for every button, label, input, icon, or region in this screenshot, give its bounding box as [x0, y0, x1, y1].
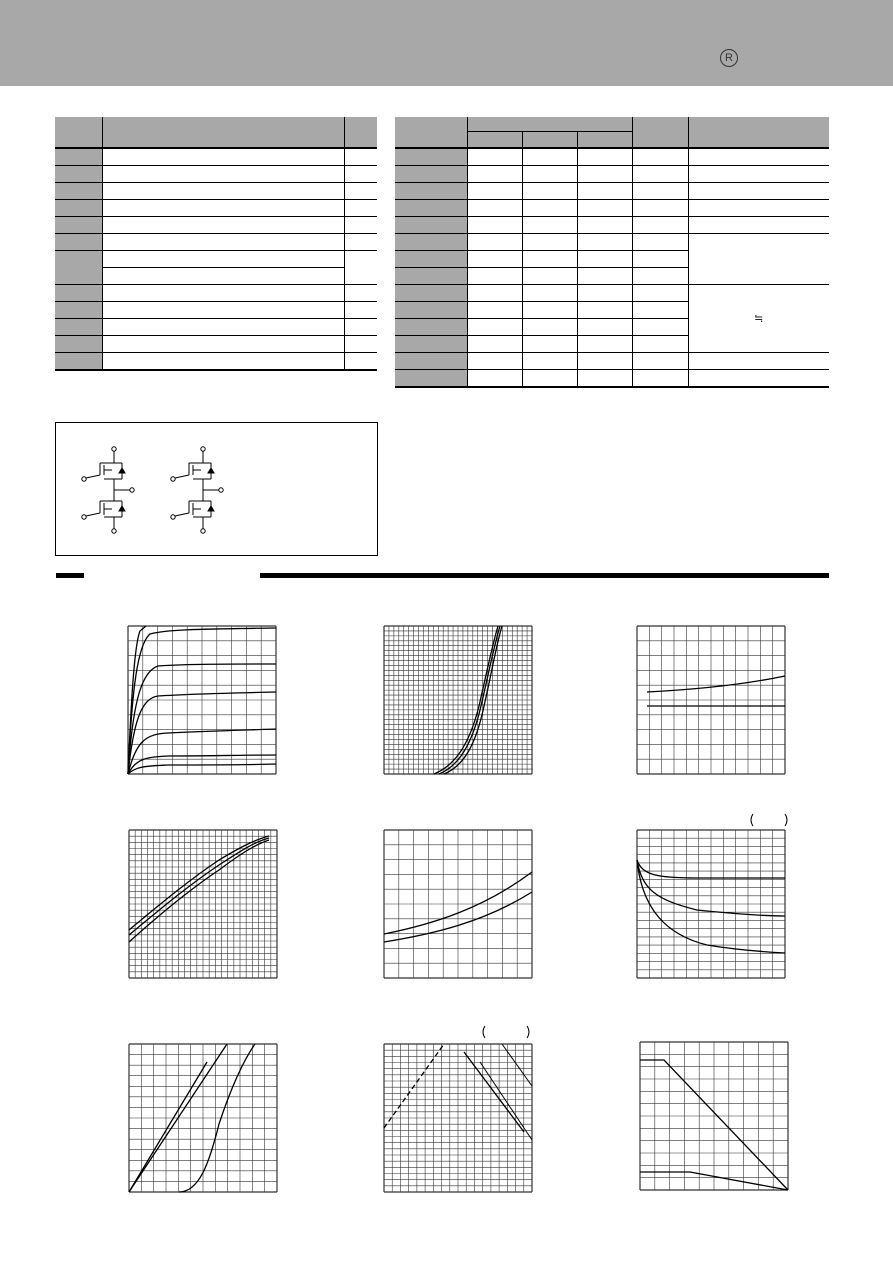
chart-7: [129, 1044, 277, 1192]
chart-grid: [640, 1042, 788, 1190]
chart-2: [384, 626, 532, 774]
chart-curves: [129, 836, 269, 942]
chart-9: [640, 1042, 788, 1190]
section-rule-short: [56, 573, 84, 578]
registered-mark: R: [720, 49, 738, 67]
chart-6-plot: [637, 830, 785, 978]
table-row: [55, 166, 377, 183]
chart-grid: [129, 830, 277, 978]
bracket-mark: [480, 1024, 532, 1040]
table-row: [395, 234, 829, 251]
chart-9-plot: [640, 1042, 788, 1190]
chart-5: [384, 830, 532, 978]
chart-grid: [384, 1044, 532, 1192]
table-row: [395, 217, 829, 234]
table-row: [55, 251, 377, 268]
mosfet-pair-left: [82, 447, 134, 533]
chart-1: [128, 626, 276, 774]
chart-grid: [637, 626, 785, 774]
ratings-table: [55, 117, 377, 371]
chart-8: [384, 1044, 532, 1192]
bracket-mark: [748, 812, 790, 828]
chart-4: [129, 830, 277, 978]
table-row: [55, 234, 377, 251]
chart-curves: [647, 676, 785, 706]
table-row: [395, 200, 829, 217]
table-row: [55, 200, 377, 217]
table-row: [55, 285, 377, 302]
chart-7-plot: [129, 1044, 277, 1192]
characteristics-table: [395, 117, 829, 388]
section-rule-long: [260, 573, 829, 578]
chart-2-plot: [384, 626, 532, 774]
header-bar: [0, 0, 893, 86]
chart-3: [637, 626, 785, 774]
mosfet-pair-right: [171, 447, 223, 533]
chart-3-plot: [637, 626, 785, 774]
chart-1-plot: [128, 626, 276, 774]
table-row: [55, 183, 377, 200]
table-row: [395, 166, 829, 183]
table-row: [395, 183, 829, 200]
circuit-diagram-box: [55, 422, 378, 556]
table-row: [55, 148, 377, 166]
chart-8-plot: [384, 1044, 532, 1192]
table-row: [55, 336, 377, 353]
chart-grid: [637, 830, 785, 978]
table-header-row: [395, 117, 829, 132]
table-row: [55, 353, 377, 371]
chart-6: [637, 830, 785, 978]
approx-symbol: ≒: [688, 285, 829, 353]
table-row: [55, 319, 377, 336]
chart-4-plot: [129, 830, 277, 978]
chart-grid: [384, 626, 532, 774]
table-row: [395, 370, 829, 388]
chart-grid: [128, 626, 276, 774]
table-row: [395, 353, 829, 370]
table-row: [55, 302, 377, 319]
table-row: [395, 285, 829, 302]
circuit-schematic: [56, 423, 377, 555]
table-row: [55, 217, 377, 234]
table-row: [55, 268, 377, 285]
table-header-row: [55, 117, 377, 148]
chart-5-plot: [384, 830, 532, 978]
chart-grid: [129, 1044, 277, 1192]
table-row: [395, 148, 829, 166]
